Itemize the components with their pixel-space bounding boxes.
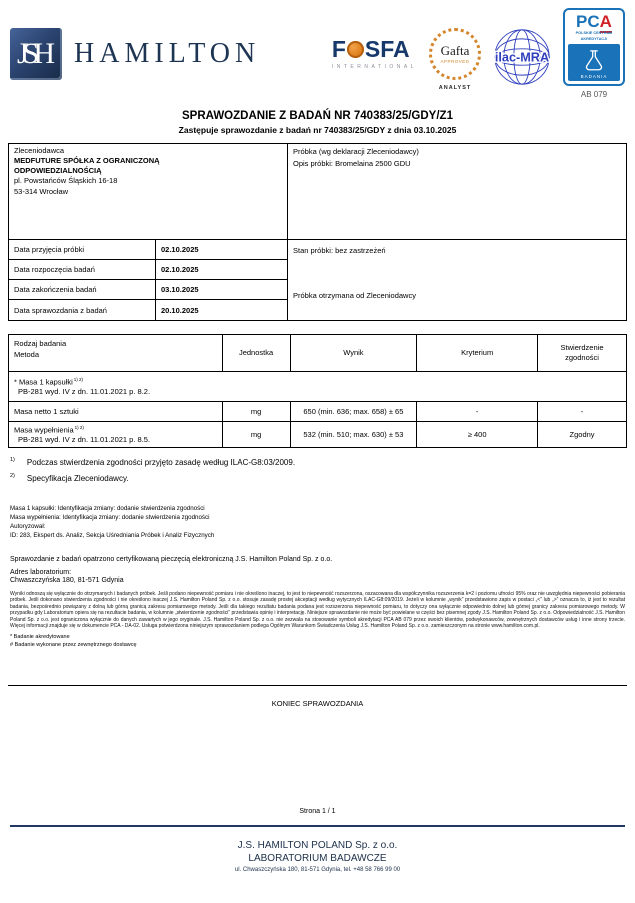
criterion-cell: ≥ 400 <box>417 422 538 448</box>
report-title: SPRAWOZDANIE Z BADAŃ NR 740383/25/GDY/Z1 <box>182 110 453 122</box>
sample-state: Stan próbki: bez zastrzeżeń <box>293 246 386 255</box>
unit-cell: mg <box>222 402 290 422</box>
footer-divider <box>10 825 625 827</box>
criterion-cell: - <box>417 402 538 422</box>
col-header-unit: Jednostka <box>222 335 290 372</box>
pca-badania-box <box>568 44 620 81</box>
results-header-row <box>9 335 627 372</box>
pca-subtitle-1: POLSKIE CENTRUM <box>575 31 613 35</box>
fosfa-letters-sfa: SFA <box>364 36 410 62</box>
col-header-test: Rodzaj badania Metoda <box>9 335 223 372</box>
conformity-cell: - <box>538 402 627 422</box>
footnote-text: Podczas stwierdzenia zgodności przyjęto zasadę według ILAC-G8:03/2009. <box>26 458 296 467</box>
client-name-line1: MEDFUTURE SPÓŁKA Z OGRANICZONĄ <box>14 156 160 166</box>
globe-icon <box>347 41 364 58</box>
table-row <box>9 402 627 422</box>
ilac-globe-icon <box>493 28 551 86</box>
jsh-logo-icon <box>10 28 62 80</box>
gafta-wordmark: Gafta <box>440 43 470 58</box>
sample-description: Opis próbki: Bromelaina 2500 GDU <box>293 159 411 168</box>
test-method: PB-281 wyd. IV z dn. 11.01.2021 p. 8.2. <box>18 387 151 397</box>
client-address-line2: 53-314 Wrocław <box>14 186 69 196</box>
certification-logos <box>332 8 625 99</box>
footnote-ref: 2) <box>10 473 15 479</box>
client-address-line1: pl. Powstańców Śląskich 16-18 <box>14 176 118 186</box>
sample-received: Próbka otrzymana od Zleceniodawcy <box>293 291 416 300</box>
pca-letters-pc: PC <box>576 12 600 31</box>
footnotes <box>10 458 625 483</box>
authorized-label: Autoryzował: <box>10 522 46 530</box>
brand-name: HAMILTON <box>74 38 261 69</box>
fosfa-subtitle: INTERNATIONAL <box>331 64 417 70</box>
footer-lab: LABORATORIUM BADAWCZE <box>248 853 387 865</box>
gafta-approved-label: APPROVED <box>440 59 470 64</box>
client-label: Zleceniodawca <box>14 146 65 155</box>
legend-external: # Badanie wykonane przez zewnętrznego dostawcę <box>10 642 137 649</box>
client-name-line2: ODPOWIEDZIALNOŚCIĄ <box>14 166 102 176</box>
footer-company: J.S. HAMILTON POLAND Sp. z o.o. <box>237 840 398 852</box>
test-name: Masa 1 kapsułki <box>19 377 73 387</box>
footer-address: ul. Chwaszczyńska 180, 81-571 Gdynia, tel. +48 58 766 99 00 <box>234 867 401 874</box>
fosfa-wordmark <box>332 38 417 61</box>
footer <box>0 840 635 873</box>
marker-legend <box>10 633 625 650</box>
fosfa-letter-f: F <box>331 36 346 62</box>
seal-line: Sprawozdanie z badań opatrzono certyfikowaną pieczęcią elektroniczną J.S. Hamilton Poland Sp. z o.o. <box>10 555 333 563</box>
jsh-initials: JSH <box>16 37 50 70</box>
footnote-text: Specyfikacja Zleceniodawcy. <box>26 474 129 483</box>
test-method: PB-281 wyd. IV z dn. 11.01.2021 p. 8.5. <box>18 435 151 445</box>
unit-cell: mg <box>222 422 290 448</box>
pca-badge <box>563 8 625 86</box>
authorized-by: ID: 283, Ekspert ds. Analiz, Sekcja Uśredniania Próbek i Analiz Fizycznych <box>10 531 215 539</box>
sample-header-cell <box>288 144 626 240</box>
results-table <box>8 334 627 448</box>
date-value: 02.10.2025 <box>156 260 288 280</box>
footnote-2 <box>10 474 625 483</box>
fosfa-logo <box>332 38 417 70</box>
gafta-analyst-label: ANALYST <box>438 85 472 91</box>
lab-address: Chwaszczyńska 180, 81-571 Gdynia <box>10 576 124 584</box>
pca-wordmark <box>576 13 612 30</box>
report-subtitle: Zastępuje sprawozdanie z badań nr 740383/25/GDY z dnia 03.10.2025 <box>178 125 457 135</box>
date-value: 02.10.2025 <box>156 240 288 260</box>
legend-accredited: * Badanie akredytowane <box>10 633 70 640</box>
footnote-refs: 1) 2) <box>74 424 84 430</box>
client-cell <box>9 144 288 240</box>
lab-address-label: Adres laboratorium: <box>10 568 72 576</box>
table-row <box>9 422 627 448</box>
table-row-group <box>9 372 627 402</box>
date-label: Data rozpoczęcia badań <box>9 260 156 280</box>
result-cell: 532 (min. 510; max. 630) ± 53 <box>290 422 417 448</box>
col-header-criterion: Kryterium <box>417 335 538 372</box>
ilac-mra-wordmark: ilac-MRA <box>494 50 550 65</box>
footnote-1 <box>10 458 625 467</box>
test-name-cell <box>9 422 223 448</box>
accredited-marker: * <box>14 377 17 387</box>
date-value: 20.10.2025 <box>156 300 288 320</box>
sample-state-cell <box>288 240 626 320</box>
ilac-mra-logo <box>493 28 551 91</box>
gafta-wreath-icon <box>429 28 481 80</box>
disclaimer-text: Wyniki odnoszą się wyłącznie do otrzymanych i badanych próbek. Jeśli podano niepewność pomiaru i nie określono inaczej, to jest to niepewność rozszerzona, oszacowana dla współczynnika rozszerzenia k=2 i poziomu ufności 95% oraz nie uwzględnia niepewności pobierania próbek. Jeśli dokonano stwierdzenia zgodności i nie określono inaczej J.S. Hamilton Poland Sp. z o.o. stosuje zasadę prostej akceptacji według wytycznych ILAC-G8:09/2019. Jeżeli w kolumnie „wynik” przedstawiono zapis w postaci „<” lub „>” oznacza to, iż jest to rezultat badania, bezpośrednio powiązany z dolną lub górną granicą zakresu pomiarowego metody. Jeśli dla takiego rezultatu badania podana jest rozszerzona niepewność pomiaru, to dotyczy ona wyłącznie odpowiednio dolnej lub górnej granicy zakresu pomiarowego metody. W przypadku gdy Laboratorium opiera się na rezultacie badania, w kolumnie „stwierdzenie zgodności” przedstawia opinię i interpretację. Niniejsze sprawozdanie nie może być powielane w części bez pisemnej zgody J.S. Hamilton Poland Sp. z o.o. Odpowiedzialność J.S. Hamilton Poland Sp. z o.o. jest ograniczona wyłącznie do danych zawartych w jego oryginale. J.S. Hamilton Poland Sp. z o.o. nie zezwala na stosowanie symboli akredytacji PCA AB 079 przez swoich klientów, podwykonawców, zewnętrznych dostawców usług i inne strony trzecie. Więcej informacji znajduje się w dokumencie PCA - DA-02. Usługa potwierdzona niniejszym sprawozdaniem podlega Ogólnym Warunkom Świadczenia Usług J.S. Hamilton Poland Sp. z o.o. zamieszczonym na stronie www.hamilton.com.pl. <box>10 590 625 630</box>
conformity-cell: Zgodny <box>538 422 627 448</box>
footnote-ref: 1) <box>10 457 15 463</box>
pca-letter-a: A <box>599 12 612 31</box>
pca-accreditation-number: AB 079 <box>580 89 608 99</box>
sample-header: Próbka (wg deklaracji Zleceniodawcy) <box>293 147 419 156</box>
end-of-report-text: KONIEC SPRAWOZDANIA <box>271 699 364 709</box>
result-cell: 650 (min. 636; max. 658) ± 65 <box>290 402 417 422</box>
group-test-cell <box>9 372 627 402</box>
header <box>0 0 635 104</box>
col-header-result: Wynik <box>290 335 417 372</box>
flask-icon <box>581 47 607 73</box>
pca-logo <box>563 8 625 99</box>
footnote-refs: 1) 2) <box>73 376 84 382</box>
change-note-line: Masa 1 kapsułki: Identyfikacja zmiany: dodanie stwierdzenia zgodności <box>10 505 205 512</box>
end-divider <box>8 685 627 686</box>
gafta-logo <box>429 28 481 91</box>
test-name: Masa wypełnienia <box>14 425 74 435</box>
page-number: Strona 1 / 1 <box>299 808 336 816</box>
col-header-conformity: Stwierdzenie zgodności <box>538 335 627 372</box>
date-label: Data sprawozdania z badań <box>9 300 156 320</box>
test-name: Masa netto 1 sztuki <box>9 402 223 422</box>
sample-info-table <box>8 143 627 321</box>
change-notes <box>10 505 625 541</box>
pca-badania-label: BADANIA <box>580 73 608 79</box>
change-note-line: Masa wypełnienia: Identyfikacja zmiany: dodanie stwierdzenia zgodności <box>10 513 210 521</box>
pca-subtitle-2: AKREDYTACJI <box>580 36 608 41</box>
jsh-hamilton-logo <box>10 28 260 80</box>
seal-note <box>10 556 625 584</box>
date-label: Data przyjęcia próbki <box>9 240 156 260</box>
date-value: 03.10.2025 <box>156 280 288 300</box>
date-label: Data zakończenia badań <box>9 280 156 300</box>
